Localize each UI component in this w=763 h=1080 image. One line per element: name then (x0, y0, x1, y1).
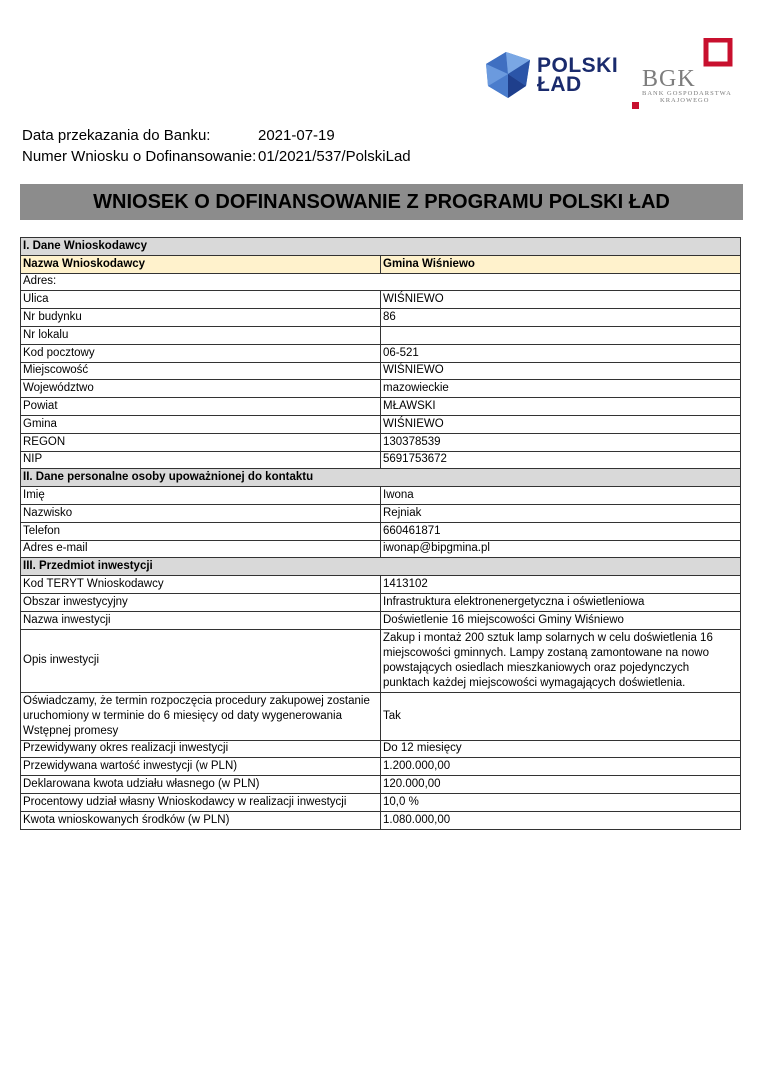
table-row (21, 504, 741, 522)
bgk-subtitle: BANK GOSPODARSTWA KRAJOWEGO (642, 90, 732, 104)
row-label: Ulica (21, 291, 381, 309)
row-value: 1413102 (381, 576, 741, 594)
row-value: Infrastruktura elektronenergetyczna i oświetleniowa (381, 593, 741, 611)
row-value: WIŚNIEWO (381, 291, 741, 309)
section-header-applicant (21, 238, 741, 256)
table-row (21, 540, 741, 558)
row-label: Nazwisko (21, 504, 381, 522)
number-row (22, 146, 411, 167)
applicant-name-row (21, 255, 741, 273)
row-label: Nazwa Wnioskodawcy (21, 255, 381, 273)
row-label: Województwo (21, 380, 381, 398)
section-header-investment (21, 558, 741, 576)
row-value: WIŚNIEWO (381, 415, 741, 433)
row-label: Przewidywany okres realizacji inwestycji (21, 740, 381, 758)
row-label: Adres e-mail (21, 540, 381, 558)
table-row (21, 451, 741, 469)
row-value: 660461871 (381, 522, 741, 540)
row-label: Procentowy udział własny Wnioskodawcy w realizacji inwestycji (21, 793, 381, 811)
section-header-contact (21, 469, 741, 487)
polski-lad-emblem-icon (484, 50, 534, 100)
row-value: Tak (381, 692, 741, 740)
row-label: Kod pocztowy (21, 344, 381, 362)
row-label: Powiat (21, 398, 381, 416)
table-row (21, 291, 741, 309)
form-title-banner (20, 184, 743, 220)
table-row (21, 487, 741, 505)
row-value: 5691753672 (381, 451, 741, 469)
row-label: Nr lokalu (21, 326, 381, 344)
table-row (21, 344, 741, 362)
row-label: Kod TERYT Wnioskodawcy (21, 576, 381, 594)
row-value: 120.000,00 (381, 776, 741, 794)
row-label: Imię (21, 487, 381, 505)
bgk-logo (630, 38, 740, 114)
table-row (21, 629, 741, 692)
number-label: Numer Wniosku o Dofinansowanie: (22, 148, 257, 165)
row-value: Do 12 miesięcy (381, 740, 741, 758)
bgk-wordmark: BGK (642, 66, 696, 92)
row-value: Zakup i montaż 200 sztuk lamp solarnych w celu doświetlenia 16 miejscowości gminnych. Lampy zostaną zamontowane na nowo powstających osiedlach mieszkaniowych oraz pojedynczych punktach każdej miejscowości wymagających doświetlenia. (381, 629, 741, 692)
row-label: Telefon (21, 522, 381, 540)
table-row (21, 362, 741, 380)
number-value: 01/2021/537/PolskiLad (258, 148, 411, 165)
row-label: Miejscowość (21, 362, 381, 380)
row-label: Gmina (21, 415, 381, 433)
table-row (21, 593, 741, 611)
row-value: 86 (381, 309, 741, 327)
table-row (21, 398, 741, 416)
row-value: 1.080.000,00 (381, 811, 741, 829)
table-row (21, 433, 741, 451)
row-value: iwonap@bipgmina.pl (381, 540, 741, 558)
row-label: Adres: (21, 273, 741, 291)
row-value: MŁAWSKI (381, 398, 741, 416)
table-row (21, 309, 741, 327)
row-label: Nazwa inwestycji (21, 611, 381, 629)
table-row (21, 611, 741, 629)
row-value: Gmina Wiśniewo (381, 255, 741, 273)
application-table (20, 237, 741, 830)
section-title: III. Przedmiot inwestycji (21, 558, 741, 576)
row-value: WIŚNIEWO (381, 362, 741, 380)
row-label: REGON (21, 433, 381, 451)
table-row (21, 576, 741, 594)
row-value: mazowieckie (381, 380, 741, 398)
table-row (21, 380, 741, 398)
table-row (21, 776, 741, 794)
row-value: 130378539 (381, 433, 741, 451)
row-value (381, 326, 741, 344)
date-value: 2021-07-19 (258, 127, 335, 144)
date-row (22, 125, 411, 146)
row-label: Deklarowana kwota udziału własnego (w PLN) (21, 776, 381, 794)
submission-meta (22, 125, 411, 167)
address-row (21, 273, 741, 291)
table-row (21, 415, 741, 433)
row-value: 10,0 % (381, 793, 741, 811)
date-label: Data przekazania do Banku: (22, 127, 211, 144)
table-row (21, 811, 741, 829)
table-row (21, 740, 741, 758)
table-row (21, 692, 741, 740)
polski-lad-logo (484, 42, 619, 102)
table-row (21, 793, 741, 811)
row-value: 06-521 (381, 344, 741, 362)
row-value: 1.200.000,00 (381, 758, 741, 776)
table-row (21, 326, 741, 344)
section-title: II. Dane personalne osoby upoważnionej do kontaktu (21, 469, 741, 487)
logos (484, 38, 744, 114)
section-title: I. Dane Wnioskodawcy (21, 238, 741, 256)
row-label: NIP (21, 451, 381, 469)
row-label: Opis inwestycji (21, 629, 381, 692)
form-title: WNIOSEK O DOFINANSOWANIE Z PROGRAMU POLSKI ŁAD (93, 190, 670, 213)
row-label: Oświadczamy, że termin rozpoczęcia procedury zakupowej zostanie uruchomiony w terminie do 6 miesięcy od daty wygenerowania Wstępnej promesy (21, 692, 381, 740)
row-value: Rejniak (381, 504, 741, 522)
row-label: Kwota wnioskowanych środków (w PLN) (21, 811, 381, 829)
table-row (21, 758, 741, 776)
row-label: Obszar inwestycyjny (21, 593, 381, 611)
row-label: Nr budynku (21, 309, 381, 327)
row-label: Przewidywana wartość inwestycji (w PLN) (21, 758, 381, 776)
polski-lad-wordmark: POLSKI ŁAD (537, 54, 619, 96)
table-row (21, 522, 741, 540)
row-value: Doświetlenie 16 miejscowości Gminy Wiśniewo (381, 611, 741, 629)
row-value: Iwona (381, 487, 741, 505)
